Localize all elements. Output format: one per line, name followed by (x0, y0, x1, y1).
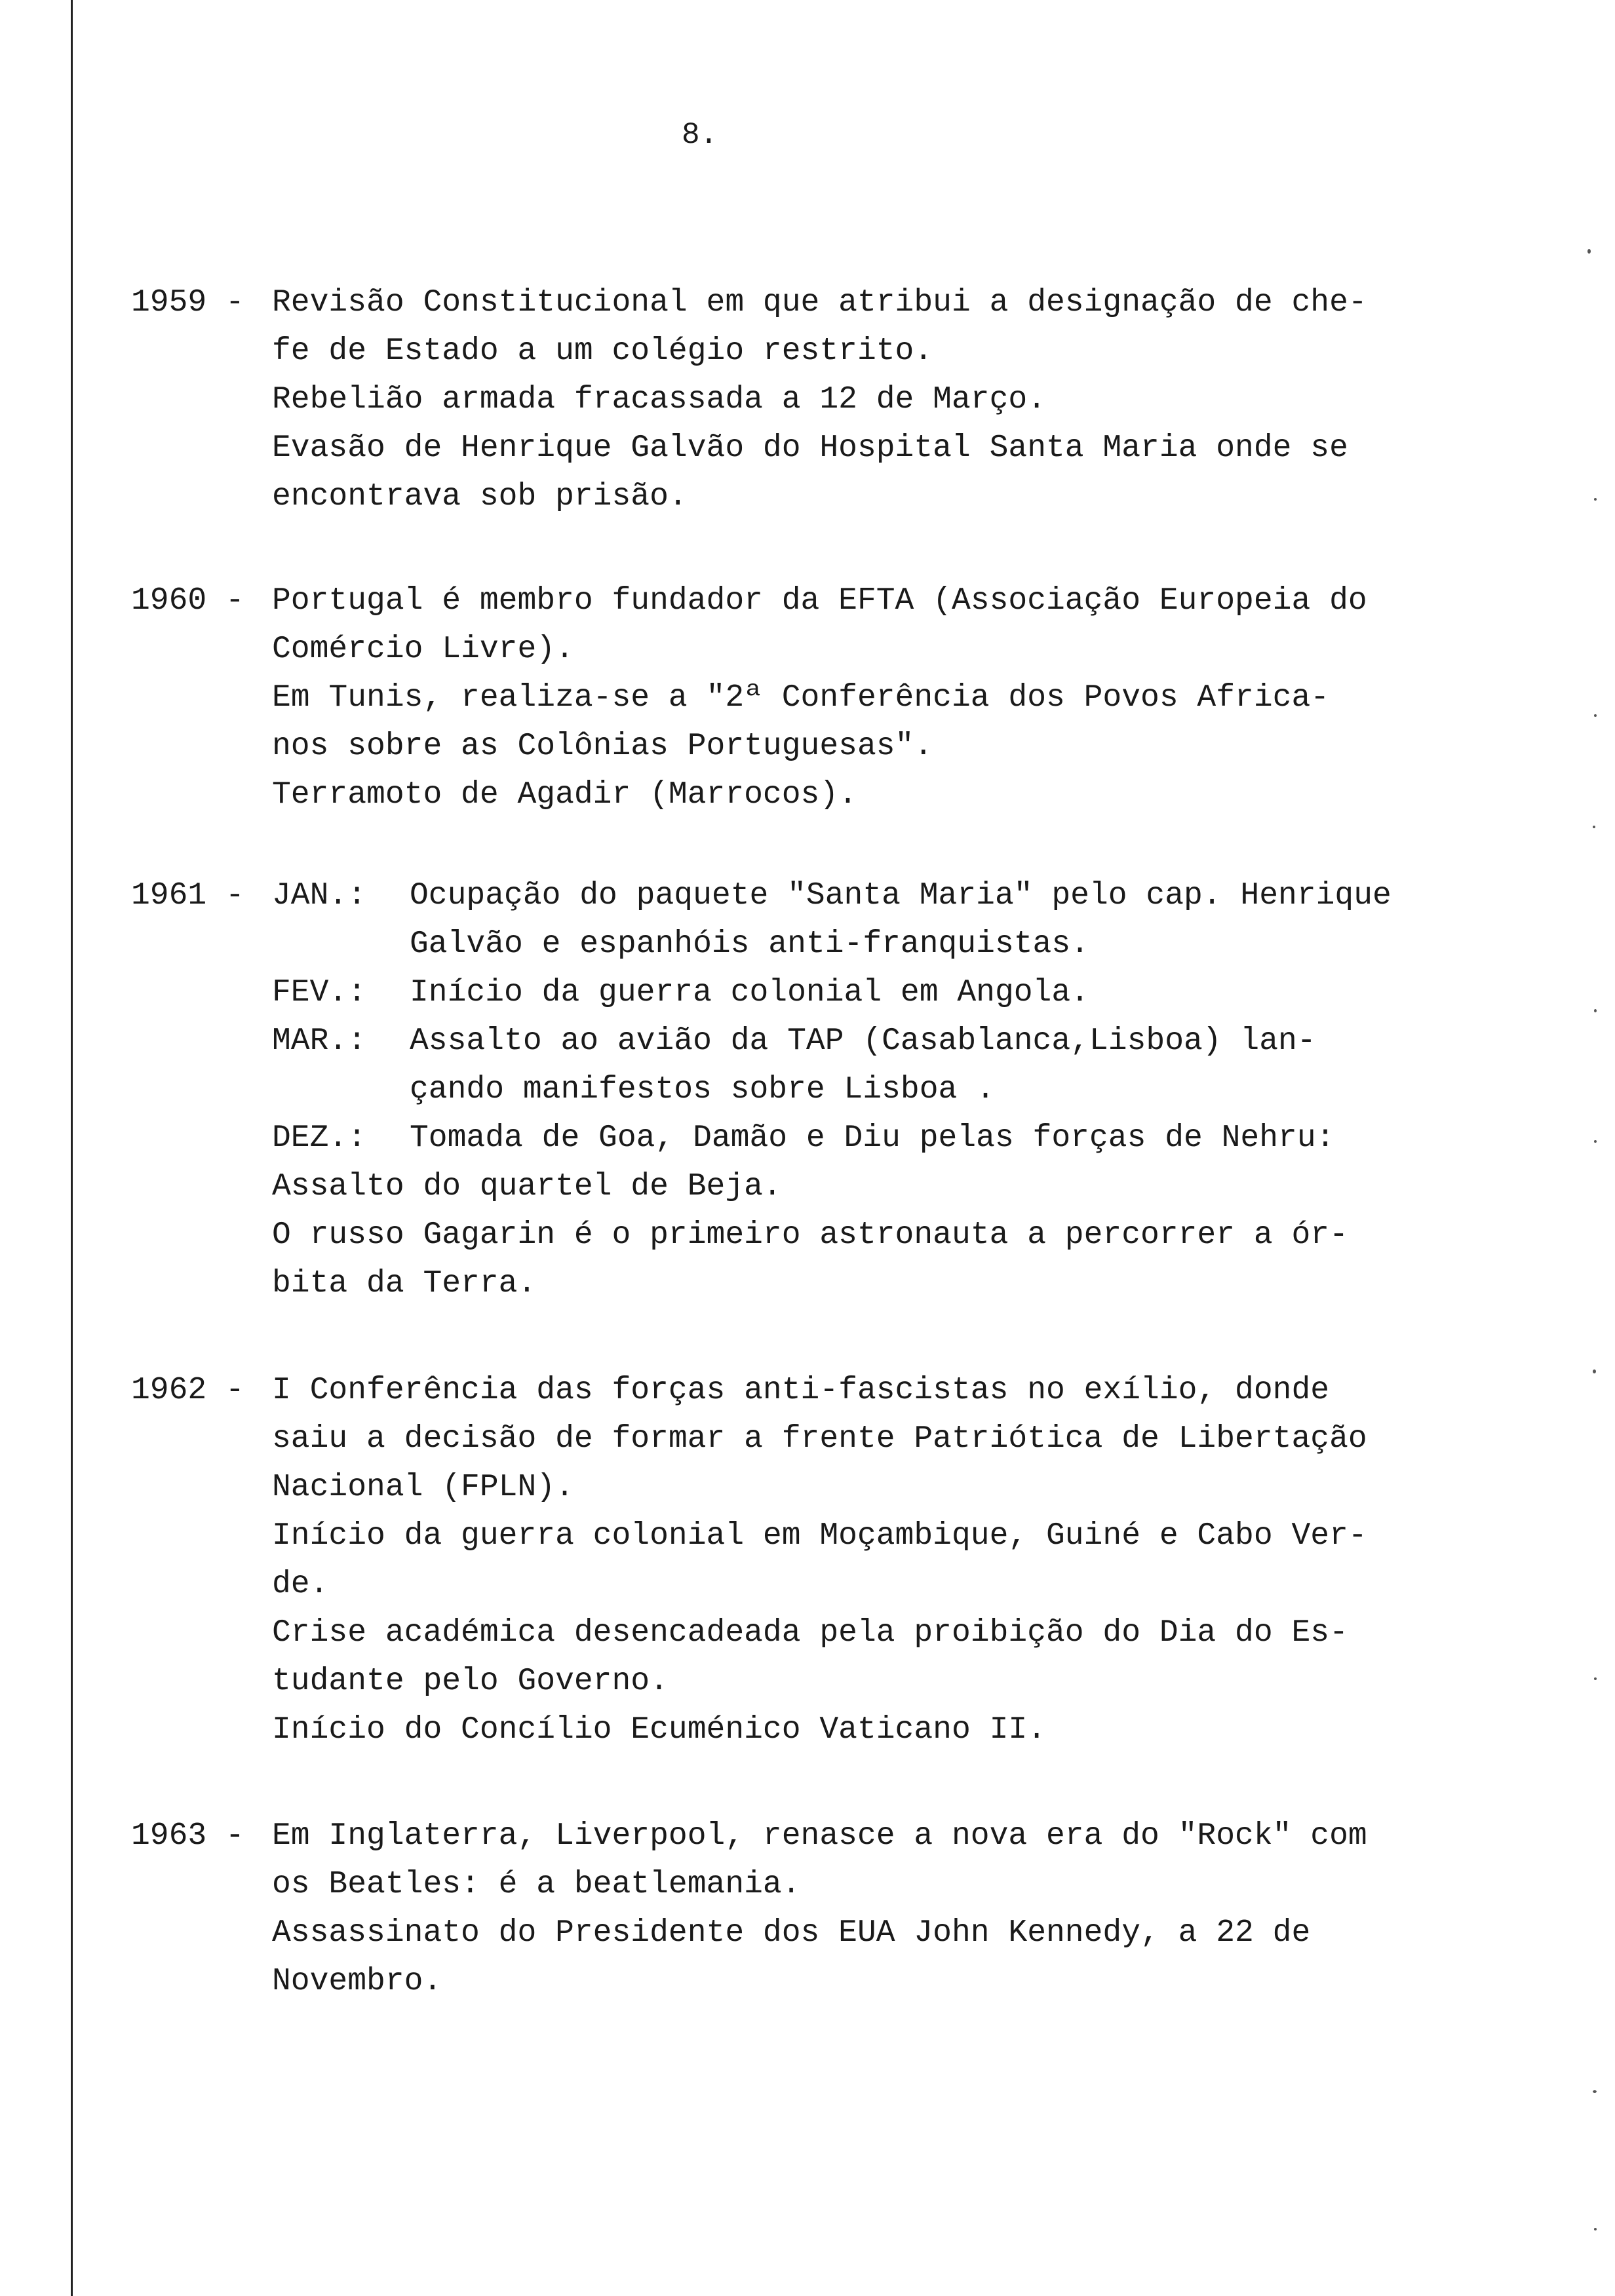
entry-line: Crise académica desencadeada pela proibição do Dia do Es- (272, 1615, 1348, 1651)
entry-year: 1960 - (131, 583, 244, 619)
left-margin-rule (71, 0, 73, 2296)
entry-line: Revisão Constitucional em que atribui a designação de che- (272, 285, 1367, 320)
scan-speck (1593, 1369, 1596, 1373)
entry-line: Assalto do quartel de Beja. (272, 1169, 782, 1204)
entry-line: Novembro. (272, 1964, 442, 1999)
entry-line: Terramoto de Agadir (Marrocos). (272, 777, 857, 813)
scan-speck (1594, 1677, 1597, 1680)
month-row-fev (272, 968, 1530, 1017)
entry-line: encontrava sob prisão. (272, 479, 688, 514)
month-row-mar (272, 1017, 1530, 1065)
month-row-jan (272, 871, 1530, 920)
entry-year: 1962 - (131, 1373, 244, 1408)
page-number: 8. (682, 118, 718, 152)
scan-speck (1587, 249, 1591, 254)
month-label: DEZ.: (272, 1120, 367, 1156)
entry-line: Evasão de Henrique Galvão do Hospital Santa Maria onde se (272, 430, 1348, 466)
entry-line: nos sobre as Colônias Portuguesas". (272, 729, 933, 764)
entry-line: de. (272, 1567, 329, 1602)
month-label: MAR.: (272, 1024, 367, 1059)
month-row-dez (272, 1114, 1530, 1162)
entry-year: 1963 - (131, 1818, 244, 1854)
entry-body (272, 577, 1530, 819)
entry-line: Comércio Livre). (272, 632, 574, 667)
scan-speck (1593, 826, 1595, 828)
entry-line: os Beatles: é a beatlemania. (272, 1867, 801, 1902)
entry-year: 1961 - (131, 878, 244, 913)
month-text: Assalto ao avião da TAP (Casablanca,Lisboa) lan- (410, 1024, 1316, 1059)
entry-line: Rebelião armada fracassada a 12 de Março. (272, 382, 1046, 417)
entry-line: Assassinato do Presidente dos EUA John Kennedy, a 22 de (272, 1915, 1311, 1951)
month-label: JAN.: (272, 878, 367, 913)
scan-speck (1594, 2228, 1597, 2230)
scan-speck (1594, 1009, 1597, 1012)
scan-speck (1594, 1140, 1597, 1143)
entry-line: Portugal é membro fundador da EFTA (Associação Europeia do (272, 583, 1367, 619)
month-text: Galvão e espanhóis anti-franquistas. (410, 927, 1089, 962)
scan-speck (1594, 714, 1597, 717)
entry-year: 1959 - (131, 285, 244, 320)
scan-speck (1594, 498, 1597, 501)
entry-line: Início do Concílio Ecuménico Vaticano II. (272, 1712, 1046, 1748)
entry-line: Em Tunis, realiza-se a "2ª Conferência dos Povos Africa- (272, 680, 1330, 716)
month-text: Tomada de Goa, Damão e Diu pelas forças de Nehru: (410, 1120, 1335, 1156)
entry-body (272, 1812, 1530, 2006)
entry-line: bita da Terra. (272, 1266, 537, 1301)
entry-line: tudante pelo Governo. (272, 1664, 669, 1699)
entry-body (272, 1366, 1530, 1754)
month-text: Início da guerra colonial em Angola. (410, 975, 1089, 1010)
month-text: çando manifestos sobre Lisboa . (410, 1072, 995, 1107)
month-label: FEV.: (272, 975, 367, 1010)
scan-speck (1593, 2090, 1597, 2093)
month-text: Ocupação do paquete "Santa Maria" pelo cap. Henrique (410, 878, 1391, 913)
entry-body (272, 278, 1530, 521)
entry-line: Nacional (FPLN). (272, 1470, 574, 1505)
entry-line: fe de Estado a um colégio restrito. (272, 334, 933, 369)
entry-line: I Conferência das forças anti-fascistas no exílio, donde (272, 1373, 1330, 1408)
entry-line: O russo Gagarin é o primeiro astronauta a percorrer a ór- (272, 1217, 1348, 1253)
entry-body (272, 871, 1530, 1308)
entry-line: Início da guerra colonial em Moçambique, Guiné e Cabo Ver- (272, 1518, 1367, 1554)
entry-line: Em Inglaterra, Liverpool, renasce a nova era do "Rock" com (272, 1818, 1367, 1854)
entry-line: saiu a decisão de formar a frente Patriótica de Libertação (272, 1421, 1367, 1457)
